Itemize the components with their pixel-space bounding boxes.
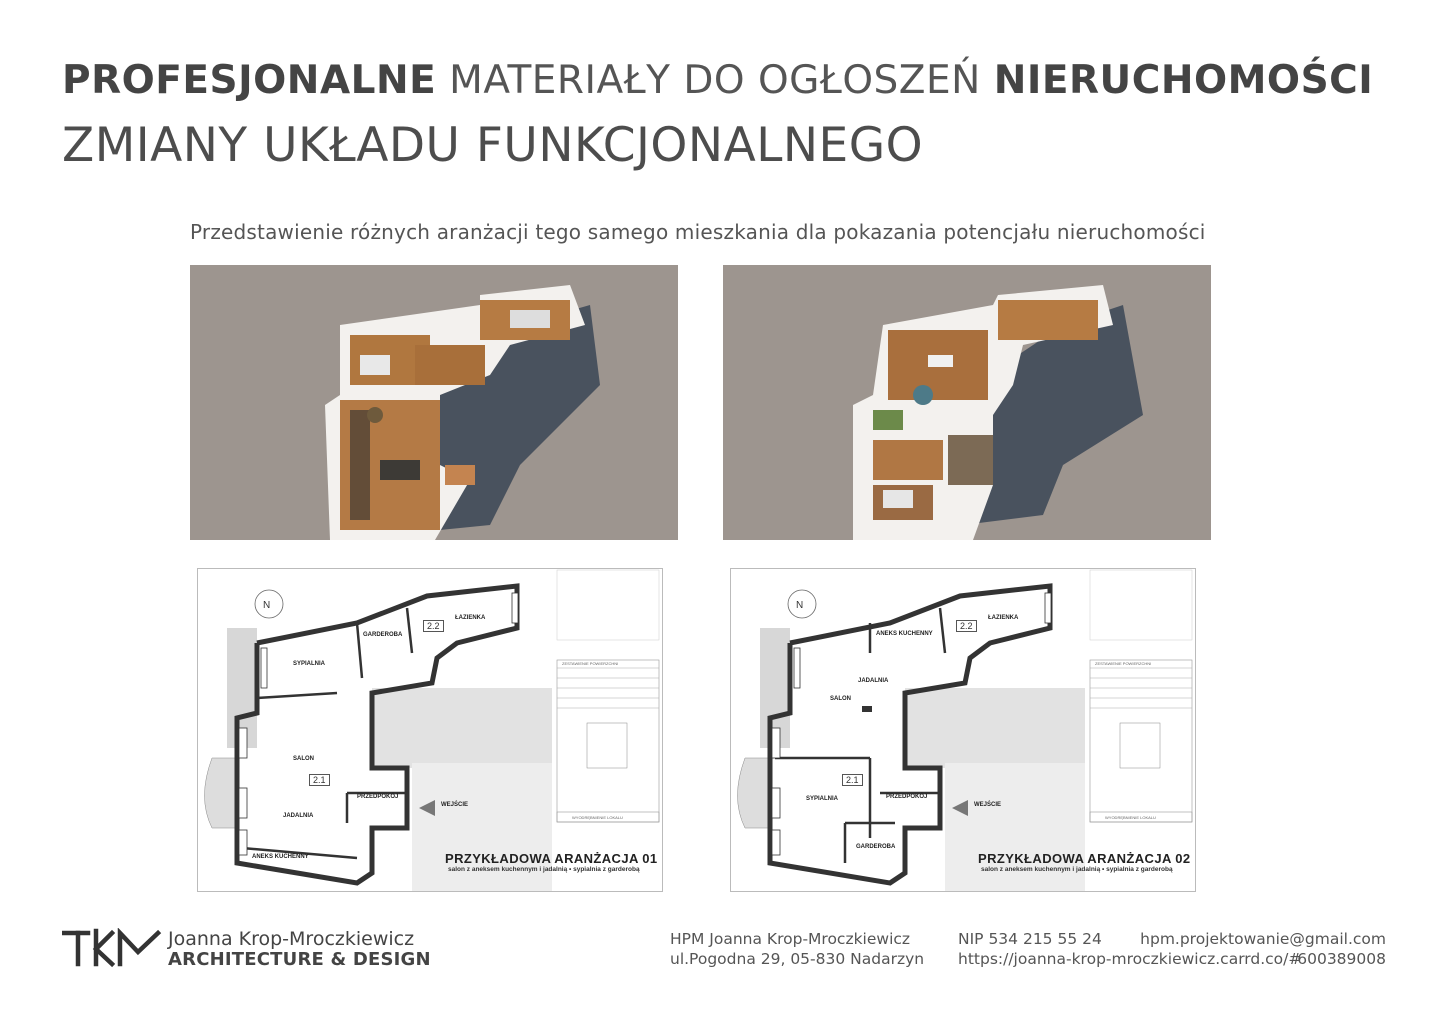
render-arrangement-02: [723, 265, 1211, 540]
room-label-wejscie: WEJŚCIE: [974, 802, 1002, 808]
room-label-sypialnia: SYPIALNIA: [293, 661, 326, 667]
room-label-wejscie: WEJŚCIE: [441, 802, 469, 808]
website-link[interactable]: https://joanna-krop-mroczkiewicz.carrd.co/#: [958, 950, 1302, 968]
plan-caption: PRZYKŁADOWA ARANŻACJA 02: [978, 851, 1191, 866]
stamp-text: WYODRĘBNIENIE LOKALU: [1105, 815, 1156, 820]
room-label-aneks: ANEKS KUCHENNY: [252, 854, 309, 860]
floor-plan-01: [197, 568, 663, 892]
room-number-main: 2.1: [309, 774, 330, 786]
room-label-salon: SALON: [830, 696, 851, 702]
room-label-lazienka: ŁAZIENKA: [988, 615, 1019, 621]
company-nip: NIP 534 215 55 24: [958, 930, 1102, 948]
room-number-bath: 2.2: [956, 620, 977, 632]
plan-caption-sub: salon z aneksem kuchennym i jadalnią • sypialnia z garderobą: [448, 866, 640, 873]
room-label-przedpokoj: PRZEDPOKÓJ: [357, 794, 399, 800]
room-label-salon: SALON: [293, 756, 314, 762]
phone-number: 600389008: [1297, 950, 1386, 968]
svg-text:N: N: [796, 600, 804, 611]
title-bold-1: PROFESJONALNE: [62, 58, 437, 103]
room-label-sypialnia: SYPIALNIA: [806, 796, 839, 802]
company-address: ul.Pogodna 29, 05-830 Nadarzyn: [670, 950, 925, 968]
room-number-main: 2.1: [842, 774, 863, 786]
room-label-aneks: ANEKS KUCHENNY: [876, 631, 933, 637]
room-label-jadalnia: JADALNIA: [858, 678, 889, 684]
brand-subtitle: ARCHITECTURE & DESIGN: [168, 949, 431, 970]
floor-plan-02: [730, 568, 1196, 892]
room-label-garderoba: GARDEROBA: [856, 844, 896, 850]
stamp-text: WYODRĘBNIENIE LOKALU: [572, 815, 623, 820]
page-subtitle: ZMIANY UKŁADU FUNKCJONALNEGO: [62, 118, 924, 173]
table-title: ZESTAWIENIE POWIERZCHNI: [562, 661, 619, 666]
table-title: ZESTAWIENIE POWIERZCHNI: [1095, 661, 1152, 666]
plan-caption-sub: salon z aneksem kuchennym i jadalnią • sypialnia z garderobą: [981, 866, 1173, 873]
company-name: HPM Joanna Krop-Mroczkiewicz: [670, 930, 911, 948]
room-label-jadalnia: JADALNIA: [283, 813, 314, 819]
brand-logo-icon: [62, 928, 162, 968]
title-light: MATERIAŁY DO OGŁOSZEŃ: [449, 58, 981, 103]
page-title: [62, 58, 1373, 103]
title-bold-2: NIERUCHOMOŚCI: [993, 58, 1374, 103]
email-link[interactable]: hpm.projektowanie@gmail.com: [1140, 930, 1386, 948]
room-label-garderoba: GARDEROBA: [363, 632, 403, 638]
room-label-przedpokoj: PRZEDPOKÓJ: [886, 794, 928, 800]
page-description: Przedstawienie różnych aranżacji tego samego mieszkania dla pokazania potencjału nieruchomości: [190, 220, 1206, 244]
render-arrangement-01: [190, 265, 678, 540]
room-number-bath: 2.2: [423, 620, 444, 632]
room-label-lazienka: ŁAZIENKA: [455, 615, 486, 621]
brand-name: Joanna Krop-Mroczkiewicz: [168, 928, 415, 950]
svg-text:N: N: [263, 600, 271, 611]
plan-caption: PRZYKŁADOWA ARANŻACJA 01: [445, 851, 658, 866]
